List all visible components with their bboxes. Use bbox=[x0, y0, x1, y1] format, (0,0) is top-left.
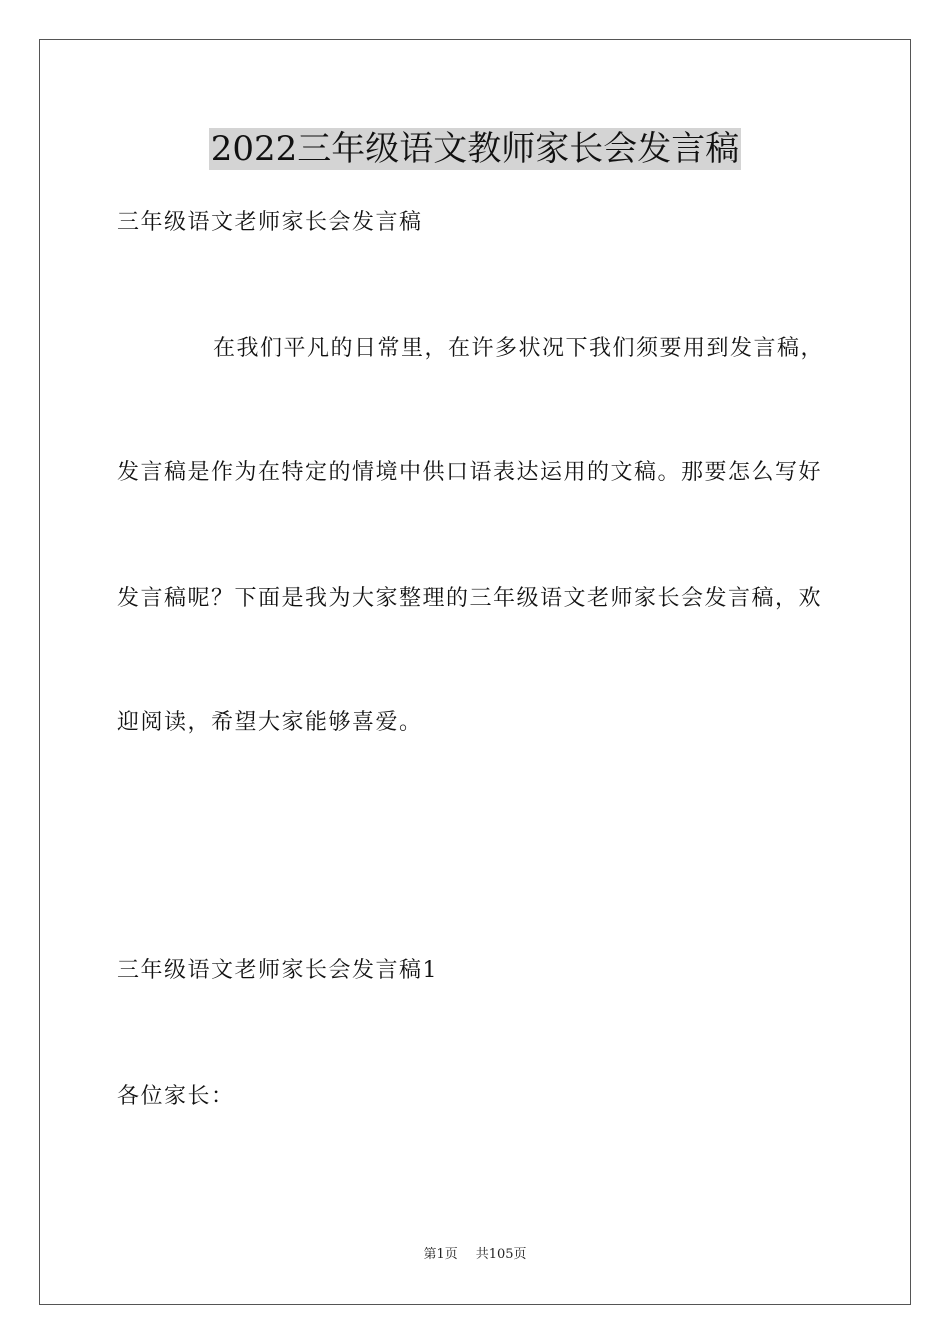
page-number: 第1页 bbox=[423, 1247, 458, 1262]
section-heading: 三年级语文老师家长会发言稿1 bbox=[117, 958, 438, 983]
document-subtitle: 三年级语文老师家长会发言稿 bbox=[117, 210, 423, 235]
greeting: 各位家长： bbox=[117, 1084, 235, 1109]
title-container bbox=[0, 128, 950, 170]
document-title: 2022三年级语文教师家长会发言稿 bbox=[210, 129, 740, 169]
paragraph-line-2: 发言稿是作为在特定的情境中供口语表达运用的文稿。那要怎么写好 bbox=[117, 460, 823, 485]
page-footer bbox=[0, 1246, 950, 1264]
paragraph-line-3: 发言稿呢？下面是我为大家整理的三年级语文老师家长会发言稿，欢 bbox=[117, 586, 823, 611]
paragraph-line-4: 迎阅读，希望大家能够喜爱。 bbox=[117, 710, 423, 735]
total-pages: 共105页 bbox=[475, 1247, 527, 1262]
paragraph-line-1: 在我们平凡的日常里，在许多状况下我们须要用到发言稿， bbox=[213, 336, 825, 361]
